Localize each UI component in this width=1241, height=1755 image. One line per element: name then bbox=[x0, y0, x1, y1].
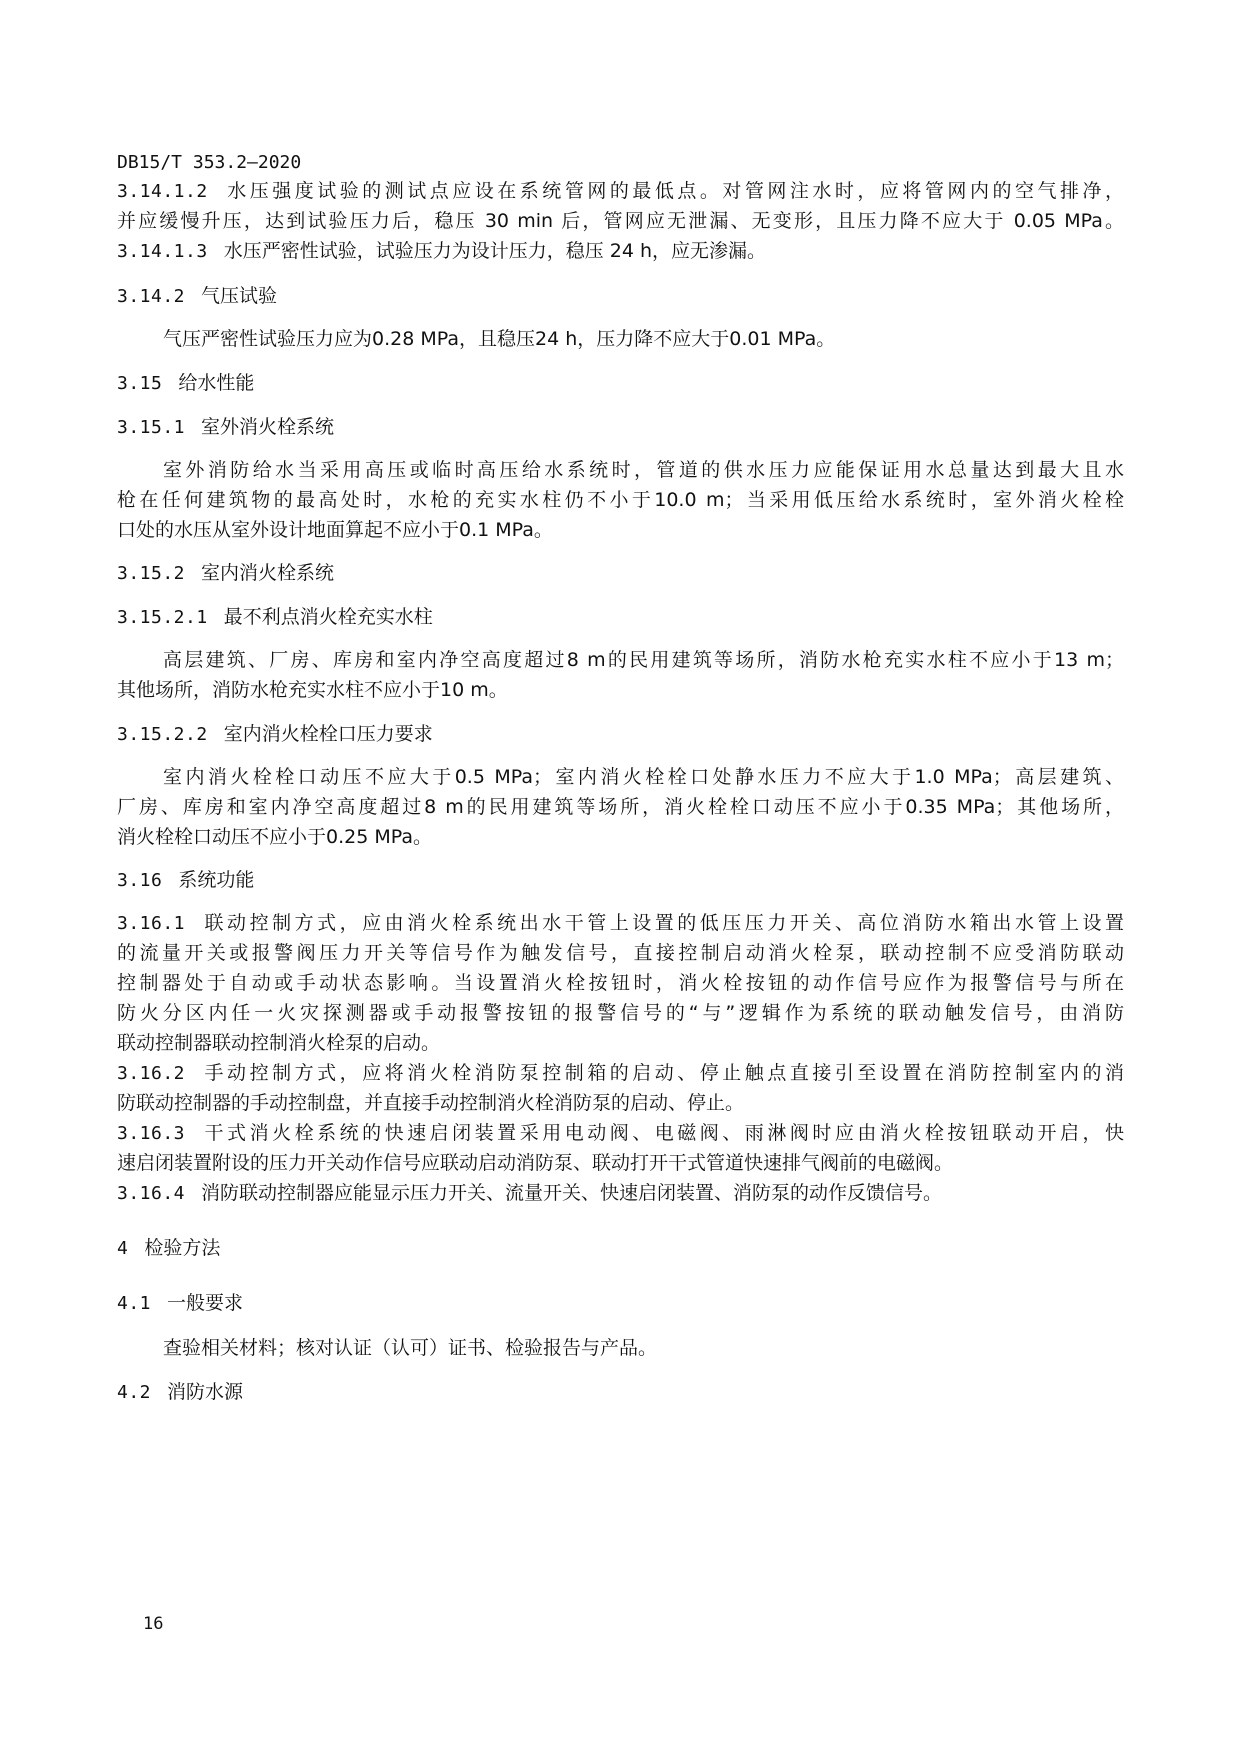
clause-3-16-3 bbox=[117, 1119, 1124, 1148]
body-line: 并应缓慢升压，达到试验压力后，稳压 30 min 后，管网应无泄漏、无变形，且压力降不应大于 0.05 MPa。 bbox=[117, 210, 1124, 232]
clause-text: 水压强度试验的测试点应设在系统管网的最低点。对管网注水时，应将管网内的空气排净， bbox=[223, 180, 1124, 202]
heading-number: 3.15.2 bbox=[117, 563, 186, 584]
body-line: 的流量开关或报警阀压力开关等信号作为触发信号，直接控制启动消火栓泵，联动控制不应受消防联动 bbox=[117, 942, 1124, 964]
heading-title: 室内消火栓系统 bbox=[201, 562, 335, 584]
clause-text: 手动控制方式，应将消火栓消防泵控制箱的启动、停止触点直接引至设置在消防控制室内的消 bbox=[201, 1062, 1124, 1084]
body-line: 联动控制器联动控制消火栓泵的启动。 bbox=[117, 1032, 441, 1054]
clause-number: 3.16.4 bbox=[117, 1183, 186, 1204]
heading-title: 最不利点消火栓充实水柱 bbox=[223, 606, 433, 628]
body-line: 气压严密性试验压力应为0.28 MPa，且稳压24 h，压力降不应大于0.01 MPa。 bbox=[163, 328, 836, 350]
heading-title: 检验方法 bbox=[144, 1237, 221, 1259]
heading-number: 3.15.2.1 bbox=[117, 607, 208, 628]
doc-code-header: DB15/T 353.2—2020 bbox=[117, 152, 302, 173]
clause-text: 消防联动控制器应能显示压力开关、流量开关、快速启闭装置、消防泵的动作反馈信号。 bbox=[201, 1182, 943, 1204]
heading-3-15-1 bbox=[117, 413, 334, 442]
body-line: 其他场所，消防水枪充实水柱不应小于10 m。 bbox=[117, 679, 508, 701]
heading-title: 给水性能 bbox=[178, 372, 255, 394]
heading-3-15-2-1 bbox=[117, 603, 433, 632]
clause-number: 3.14.1.3 bbox=[117, 241, 208, 262]
page-number: 16 bbox=[143, 1614, 164, 1634]
body-line: 口处的水压从室外设计地面算起不应小于0.1 MPa。 bbox=[117, 519, 553, 541]
body-line: 防联动控制器的手动控制盘，并直接手动控制消火栓消防泵的启动、停止。 bbox=[117, 1092, 745, 1114]
heading-number: 4.2 bbox=[117, 1382, 152, 1403]
clause-3-16-4 bbox=[117, 1179, 942, 1208]
body-line: 室内消火栓栓口动压不应大于0.5 MPa；室内消火栓栓口处静水压力不应大于1.0 MPa；高层建筑、 bbox=[163, 766, 1124, 788]
body-line: 查验相关材料；核对认证（认可）证书、检验报告与产品。 bbox=[163, 1337, 658, 1359]
heading-number: 4 bbox=[117, 1238, 129, 1259]
heading-title: 室外消火栓系统 bbox=[201, 416, 335, 438]
heading-number: 3.15.2.2 bbox=[117, 724, 208, 745]
heading-3-15-2 bbox=[117, 559, 334, 588]
clause-3-14-1-3 bbox=[117, 237, 766, 266]
heading-number: 3.16 bbox=[117, 870, 163, 891]
heading-4 bbox=[117, 1234, 220, 1263]
heading-title: 一般要求 bbox=[167, 1292, 244, 1314]
clause-number: 3.16.2 bbox=[117, 1063, 186, 1084]
body-line: 厂房、库房和室内净空高度超过8 m的民用建筑等场所，消火栓栓口动压不应小于0.35 MPa；其他场所， bbox=[117, 796, 1124, 818]
heading-title: 系统功能 bbox=[178, 869, 255, 891]
clause-3-14-1-2 bbox=[117, 177, 1124, 206]
heading-4-1 bbox=[117, 1289, 243, 1318]
heading-title: 室内消火栓栓口压力要求 bbox=[223, 723, 433, 745]
body-line: 高层建筑、厂房、库房和室内净空高度超过8 m的民用建筑等场所，消防水枪充实水柱不应小于13 m； bbox=[163, 649, 1124, 671]
body-line: 防火分区内任一火灾探测器或手动报警按钮的报警信号的“与”逻辑作为系统的联动触发信号，由消防 bbox=[117, 1002, 1124, 1024]
heading-3-14-2 bbox=[117, 282, 277, 311]
heading-number: 3.15.1 bbox=[117, 417, 186, 438]
clause-text: 水压严密性试验，试验压力为设计压力，稳压 24 h，应无渗漏。 bbox=[223, 240, 767, 262]
body-line: 消火栓栓口动压不应小于0.25 MPa。 bbox=[117, 826, 432, 848]
body-line: 速启闭装置附设的压力开关动作信号应联动启动消防泵、联动打开干式管道快速排气阀前的电磁阀。 bbox=[117, 1152, 954, 1174]
body-line: 控制器处于自动或手动状态影响。当设置消火栓按钮时，消火栓按钮的动作信号应作为报警信号与所在 bbox=[117, 972, 1124, 994]
clause-number: 3.14.1.2 bbox=[117, 181, 208, 202]
clause-text: 联动控制方式，应由消火栓系统出水干管上设置的低压压力开关、高位消防水箱出水管上设置 bbox=[201, 912, 1124, 934]
clause-3-16-1 bbox=[117, 909, 1124, 938]
heading-3-16 bbox=[117, 866, 254, 895]
heading-number: 3.15 bbox=[117, 373, 163, 394]
heading-title: 气压试验 bbox=[201, 285, 278, 307]
heading-number: 4.1 bbox=[117, 1293, 152, 1314]
clause-number: 3.16.3 bbox=[117, 1123, 186, 1144]
body-line: 室外消防给水当采用高压或临时高压给水系统时，管道的供水压力应能保证用水总量达到最大且水 bbox=[163, 459, 1124, 481]
heading-3-15 bbox=[117, 369, 254, 398]
heading-title: 消防水源 bbox=[167, 1381, 244, 1403]
heading-4-2 bbox=[117, 1378, 243, 1407]
clause-3-16-2 bbox=[117, 1059, 1124, 1088]
heading-3-15-2-2 bbox=[117, 720, 433, 749]
clause-text: 干式消火栓系统的快速启闭装置采用电动阀、电磁阀、雨淋阀时应由消火栓按钮联动开启，快 bbox=[201, 1122, 1124, 1144]
heading-number: 3.14.2 bbox=[117, 286, 186, 307]
clause-number: 3.16.1 bbox=[117, 913, 186, 934]
body-line: 枪在任何建筑物的最高处时，水枪的充实水柱仍不小于10.0 m；当采用低压给水系统时，室外消火栓栓 bbox=[117, 489, 1124, 511]
